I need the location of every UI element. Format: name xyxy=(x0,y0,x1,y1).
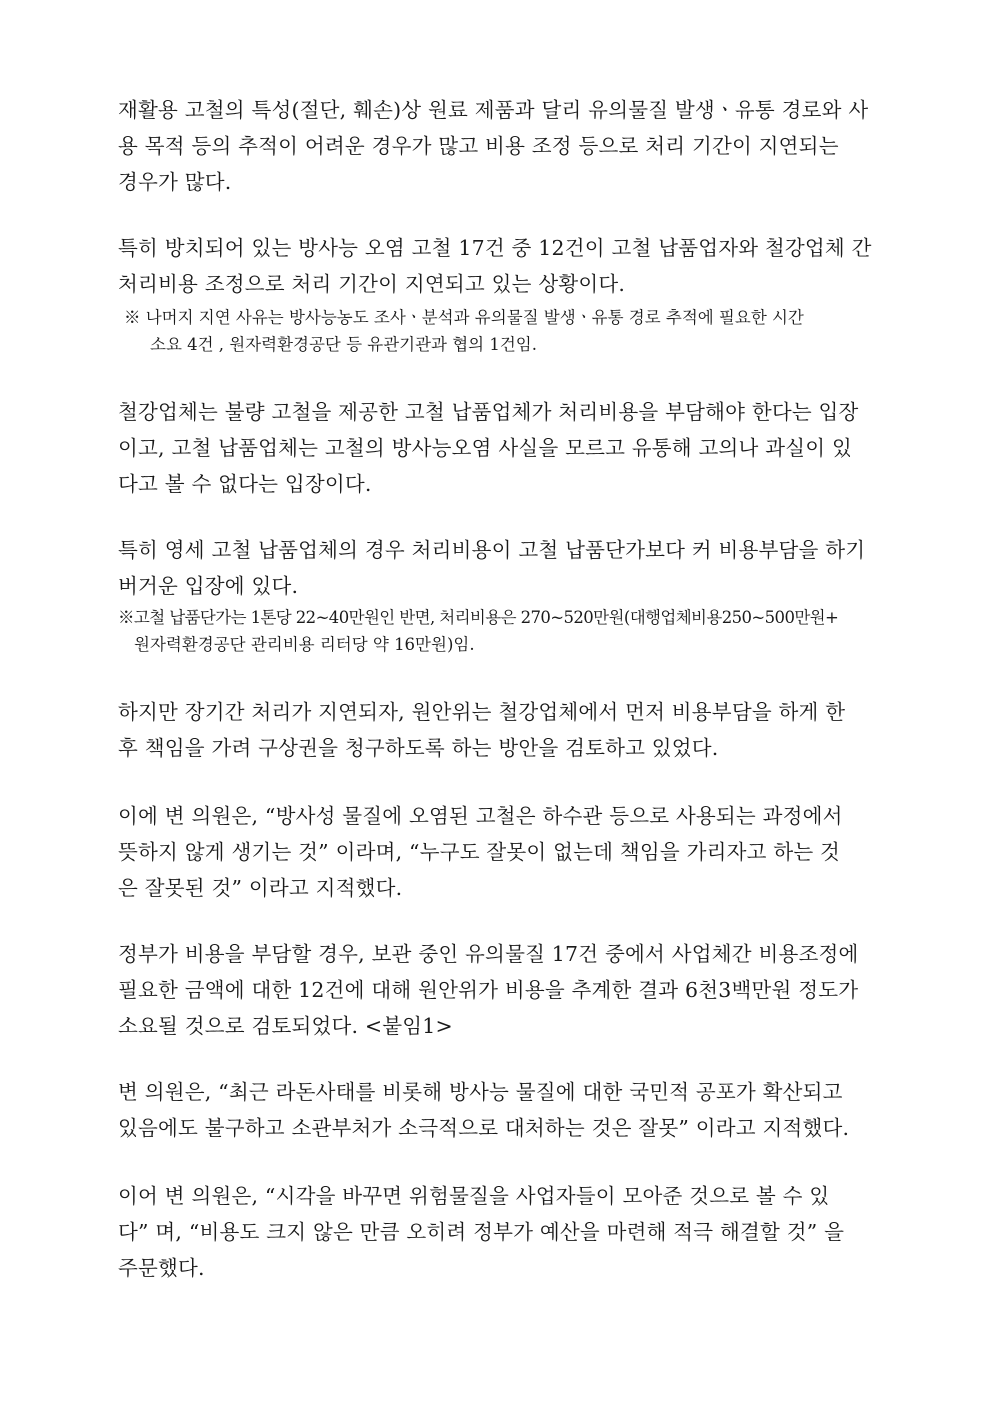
text-line: 버거운 입장에 있다. xyxy=(118,574,299,598)
note-line: ※ 나머지 지연 사유는 방사능농도 조사ㆍ분석과 유의물질 발생ㆍ유통 경로 추적에 필요한 시간 xyxy=(124,308,804,327)
text-line: 이에 변 의원은, “방사성 물질에 오염된 고철은 하수관 등으로 사용되는 과정에서 xyxy=(118,804,843,828)
text-line: 이고, 고철 납품업체는 고철의 방사능오염 사실을 모르고 유통해 고의나 과실이 있 xyxy=(118,436,852,460)
text-line: 재활용 고철의 특성(절단, 훼손)상 원료 제품과 달리 유의물질 발생ㆍ유통 경로와 사 xyxy=(118,98,869,122)
text-line: 처리비용 조정으로 처리 기간이 지연되고 있는 상황이다. xyxy=(118,272,626,296)
paragraph-9 xyxy=(118,1178,878,1286)
text-line: 후 책임을 가려 구상권을 청구하도록 하는 방안을 검토하고 있었다. xyxy=(118,736,719,760)
text-line: 주문했다. xyxy=(118,1256,205,1280)
text-line: 경우가 많다. xyxy=(118,170,232,194)
footnote-1 xyxy=(124,304,884,358)
paragraph-4 xyxy=(118,532,878,604)
paragraph-3 xyxy=(118,394,878,502)
text-line: 하지만 장기간 처리가 지연되자, 원안위는 철강업체에서 먼저 비용부담을 하게 한 xyxy=(118,700,846,724)
note-line: ※고철 납품단가는 1톤당 22~40만원인 반면, 처리비용은 270~520만원(대행업체비용250~500만원+ xyxy=(118,608,839,627)
paragraph-8 xyxy=(118,1074,878,1146)
text-line: 특히 방치되어 있는 방사능 오염 고철 17건 중 12건이 고철 납품업자와 철강업체 간 xyxy=(118,236,872,260)
paragraph-6 xyxy=(118,798,878,906)
text-line: 정부가 비용을 부담할 경우, 보관 중인 유의물질 17건 중에서 사업체간 비용조정에 xyxy=(118,942,859,966)
text-line: 이어 변 의원은, “시각을 바꾸면 위험물질을 사업자들이 모아준 것으로 볼 수 있 xyxy=(118,1184,830,1208)
note-line: 원자력환경공단 관리비용 리터당 약 16만원)임. xyxy=(134,635,475,654)
footnote-2 xyxy=(118,604,878,658)
text-line: 다고 볼 수 없다는 입장이다. xyxy=(118,472,372,496)
paragraph-1 xyxy=(118,92,878,200)
text-line: 은 잘못된 것” 이라고 지적했다. xyxy=(118,876,403,900)
note-line: 소요 4건 , 원자력환경공단 등 유관기관과 협의 1건임. xyxy=(150,335,537,354)
paragraph-5 xyxy=(118,694,878,766)
text-line: 용 목적 등의 추적이 어려운 경우가 많고 비용 조정 등으로 처리 기간이 지연되는 xyxy=(118,134,839,158)
text-line: 변 의원은, “최근 라돈사태를 비롯해 방사능 물질에 대한 국민적 공포가 확산되고 xyxy=(118,1080,843,1104)
text-line: 소요될 것으로 검토되었다. <붙임1> xyxy=(118,1014,453,1038)
text-line: 있음에도 불구하고 소관부처가 소극적으로 대처하는 것은 잘못” 이라고 지적했다. xyxy=(118,1116,850,1140)
text-line: 철강업체는 불량 고철을 제공한 고철 납품업체가 처리비용을 부담해야 한다는 입장 xyxy=(118,400,859,424)
paragraph-7 xyxy=(118,936,878,1044)
paragraph-2 xyxy=(118,230,878,302)
text-line: 특히 영세 고철 납품업체의 경우 처리비용이 고철 납품단가보다 커 비용부담을 하기 xyxy=(118,538,866,562)
text-line: 뜻하지 않게 생기는 것” 이라며, “누구도 잘못이 없는데 책임을 가리자고 하는 것 xyxy=(118,840,841,864)
text-line: 필요한 금액에 대한 12건에 대해 원안위가 비용을 추계한 결과 6천3백만원 정도가 xyxy=(118,978,859,1002)
text-line: 다” 며, “비용도 크지 않은 만큼 오히려 정부가 예산을 마련해 적극 해결할 것” 을 xyxy=(118,1220,845,1244)
